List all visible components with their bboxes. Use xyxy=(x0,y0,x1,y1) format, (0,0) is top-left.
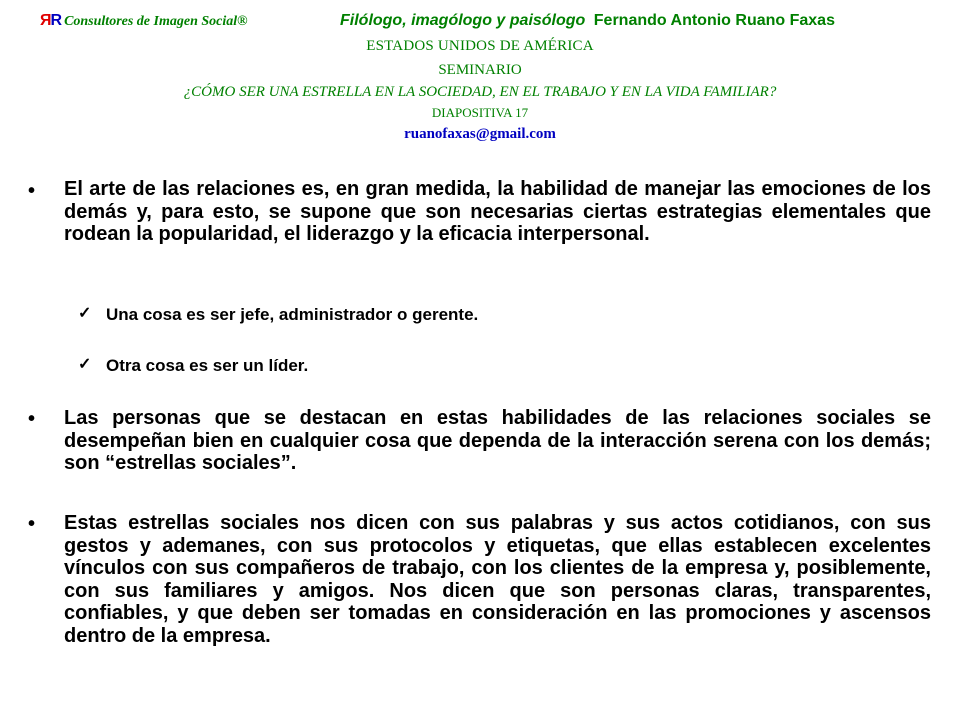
logo-mark xyxy=(40,12,61,29)
paragraph-3: Estas estrellas sociales nos dicen con sus palabras y sus actos cotidianos, con sus gestos y ademanes, con sus protocolos y etiquetas, que ellas establecen excelentes vínculos con sus compañeros de trabajo, con los clientes de la empresa y, posiblemente, con sus familiares y amigos. Nos dicen que son personas claras, transparentes, confiables, y que deben ser tomadas en consideración en las promociones y ascensos dentro de la empresa. xyxy=(64,512,931,647)
sub-item-2: Otra cosa es ser un líder. xyxy=(106,356,309,375)
bullet-1: • xyxy=(28,180,36,202)
logo-mark-r: R xyxy=(50,12,62,29)
logo xyxy=(40,12,248,30)
bullet-3: • xyxy=(28,513,36,535)
event-heading: SEMINARIO xyxy=(438,62,522,78)
paragraph-2: Las personas que se destacan en estas habilidades de las relaciones sociales se desempeñan bien en cualquier cosa que dependa de la interacción serena con los demás; son “estrellas sociales”. xyxy=(64,407,931,474)
seminar-title: ¿CÓMO SER UNA ESTRELLA EN LA SOCIEDAD, EN EL TRABAJO Y EN LA VIDA FAMILIAR? xyxy=(183,84,777,100)
slide-number: DIAPOSITIVA 17 xyxy=(431,105,529,120)
author-line xyxy=(340,12,835,30)
check-icon: ✓ xyxy=(78,305,92,322)
author-name: Fernando Antonio Ruano Faxas xyxy=(593,12,835,29)
country-heading: ESTADOS UNIDOS DE AMÉRICA xyxy=(366,38,594,54)
sub-item-1: Una cosa es ser jefe, administrador o gerente. xyxy=(106,305,479,324)
check-icon: ✓ xyxy=(78,356,92,373)
bullet-2: • xyxy=(28,408,36,430)
author-role: Filólogo, imagólogo y paisólogo xyxy=(340,12,586,29)
top-header-line xyxy=(0,12,960,36)
paragraph-1: El arte de las relaciones es, en gran medida, la habilidad de manejar las emociones de los demás y, para esto, se supone que son necesarias ciertas estrategias elementales que rodean la popularidad, el liderazgo y la eficacia interpersonal. xyxy=(64,178,931,245)
logo-mark-ya: Я xyxy=(40,12,51,29)
logo-text: Consultores de Imagen Social® xyxy=(64,14,248,29)
contact-email[interactable]: ruanofaxas@gmail.com xyxy=(404,126,556,142)
